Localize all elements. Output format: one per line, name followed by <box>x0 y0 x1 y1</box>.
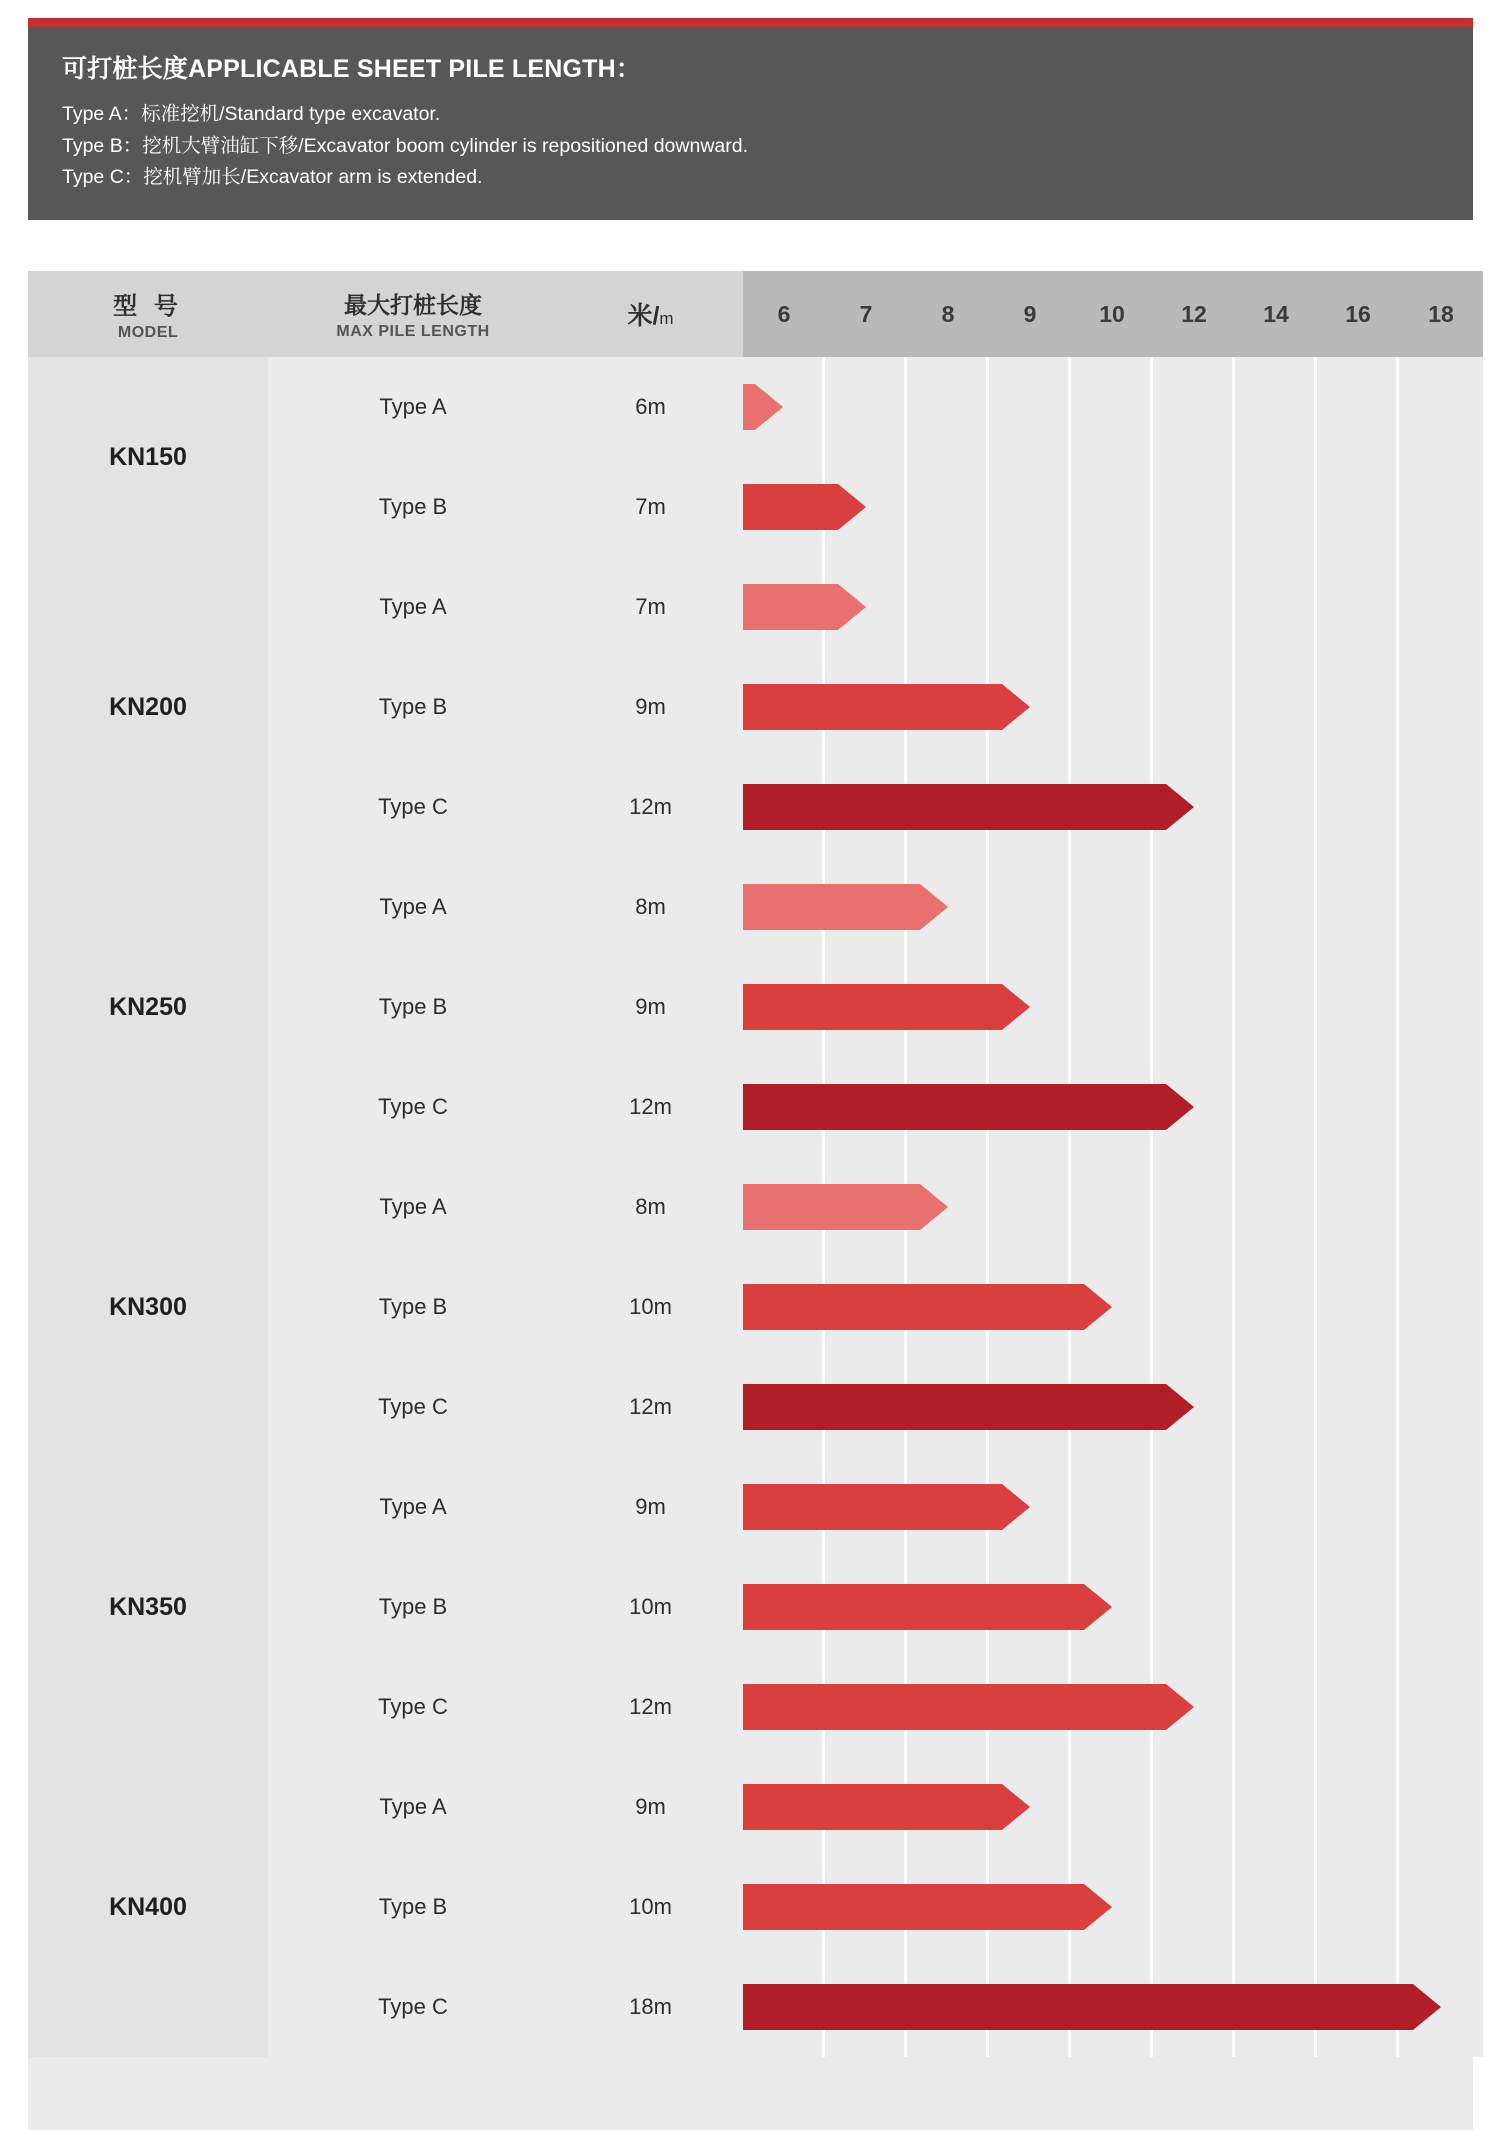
pile-length-bar <box>743 1484 1030 1530</box>
max-pile-length-cell: 18m <box>558 1957 743 2057</box>
header-note-type-b: Type B：挖机大臂油缸下移/Excavator boom cylinder is repositioned downward. <box>62 134 749 157</box>
max-pile-length-cell: 8m <box>558 857 743 957</box>
bar-cell <box>743 1057 1483 1157</box>
header-model-cn: 型 号 <box>113 293 183 320</box>
pile-length-bar <box>743 484 866 530</box>
bar-cell <box>743 1957 1483 2057</box>
header-accent-bar <box>28 18 1473 27</box>
max-pile-length-cell: 10m <box>558 1857 743 1957</box>
axis-tick-14: 14 <box>1235 271 1317 357</box>
axis-tick-7: 7 <box>825 271 907 357</box>
excavator-type-cell: Type B <box>268 1257 558 1357</box>
pile-length-table <box>28 271 1483 2057</box>
max-pile-length-cell: 9m <box>558 957 743 1057</box>
table-row <box>28 1757 1483 1857</box>
excavator-type-cell: Type A <box>268 1157 558 1257</box>
table-row <box>28 857 1483 957</box>
bar-cell <box>743 857 1483 957</box>
axis-tick-18: 18 <box>1399 271 1483 357</box>
pile-length-bar <box>743 384 783 430</box>
header-unit-en: m <box>659 309 674 328</box>
pile-length-bar <box>743 784 1194 830</box>
axis-tick-12: 12 <box>1153 271 1235 357</box>
header-max-length-cn: 最大打桩长度 <box>344 292 482 318</box>
max-pile-length-cell: 9m <box>558 1457 743 1557</box>
excavator-type-cell: Type B <box>268 457 558 557</box>
excavator-type-cell: Type B <box>268 1557 558 1657</box>
bar-cell <box>743 1857 1483 1957</box>
max-pile-length-cell: 6m <box>558 357 743 457</box>
excavator-type-cell: Type B <box>268 957 558 1057</box>
table-row <box>28 357 1483 457</box>
pile-length-bar <box>743 1284 1112 1330</box>
max-pile-length-cell: 7m <box>558 457 743 557</box>
excavator-type-cell: Type A <box>268 1757 558 1857</box>
model-cell-kn350: KN350 <box>28 1457 268 1757</box>
page-title: 可打桩长度APPLICABLE SHEET PILE LENGTH： <box>62 55 642 83</box>
header-max-length-en: MAX PILE LENGTH <box>336 323 490 340</box>
pile-length-bar <box>743 1684 1194 1730</box>
bar-cell <box>743 1257 1483 1357</box>
excavator-type-cell: Type C <box>268 1657 558 1757</box>
table-header-row <box>28 271 1483 357</box>
bar-cell <box>743 1557 1483 1657</box>
max-pile-length-cell: 12m <box>558 757 743 857</box>
excavator-type-cell: Type A <box>268 857 558 957</box>
header-note-type-c: Type C：挖机臂加长/Excavator arm is extended. <box>62 166 483 189</box>
pile-length-bar <box>743 1884 1112 1930</box>
pile-length-bar <box>743 584 866 630</box>
max-pile-length-cell: 12m <box>558 1057 743 1157</box>
bar-cell <box>743 1457 1483 1557</box>
header-max-length <box>268 271 558 357</box>
bar-cell <box>743 657 1483 757</box>
max-pile-length-cell: 7m <box>558 557 743 657</box>
grid-lines <box>743 357 1483 457</box>
header-unit-cn: 米/ <box>627 302 660 330</box>
max-pile-length-cell: 9m <box>558 657 743 757</box>
header-note-type-a: Type A：标准挖机/Standard type excavator. <box>62 103 441 125</box>
table-bottom-strip <box>28 2057 1473 2130</box>
pile-length-bar <box>743 1784 1030 1830</box>
model-cell-kn150: KN150 <box>28 357 268 557</box>
model-cell-kn300: KN300 <box>28 1157 268 1457</box>
header-unit <box>558 271 743 357</box>
max-pile-length-cell: 8m <box>558 1157 743 1257</box>
axis-tick-9: 9 <box>989 271 1071 357</box>
axis-tick-16: 16 <box>1317 271 1399 357</box>
excavator-type-cell: Type C <box>268 1957 558 2057</box>
excavator-type-cell: Type B <box>268 657 558 757</box>
bar-cell <box>743 957 1483 1057</box>
bar-cell <box>743 557 1483 657</box>
excavator-type-cell: Type A <box>268 1457 558 1557</box>
table-row <box>28 1157 1483 1257</box>
max-pile-length-cell: 9m <box>558 1757 743 1857</box>
excavator-type-cell: Type A <box>268 357 558 457</box>
header-panel <box>28 18 1473 220</box>
excavator-type-cell: Type A <box>268 557 558 657</box>
pile-length-bar <box>743 1584 1112 1630</box>
model-cell-kn200: KN200 <box>28 557 268 857</box>
bar-cell <box>743 757 1483 857</box>
model-cell-kn400: KN400 <box>28 1757 268 2057</box>
max-pile-length-cell: 10m <box>558 1557 743 1657</box>
pile-length-bar <box>743 984 1030 1030</box>
excavator-type-cell: Type C <box>268 1057 558 1157</box>
max-pile-length-cell: 10m <box>558 1257 743 1357</box>
axis-tick-6: 6 <box>743 271 825 357</box>
bar-cell <box>743 1157 1483 1257</box>
excavator-type-cell: Type C <box>268 1357 558 1457</box>
pile-length-bar <box>743 1084 1194 1130</box>
bar-cell <box>743 1657 1483 1757</box>
table-row <box>28 557 1483 657</box>
bar-cell <box>743 457 1483 557</box>
excavator-type-cell: Type B <box>268 1857 558 1957</box>
excavator-type-cell: Type C <box>268 757 558 857</box>
header-model-en: MODEL <box>117 324 179 341</box>
pile-length-bar <box>743 1384 1194 1430</box>
max-pile-length-cell: 12m <box>558 1357 743 1457</box>
axis-tick-10: 10 <box>1071 271 1153 357</box>
header-model <box>28 271 268 357</box>
pile-length-bar <box>743 684 1030 730</box>
model-cell-kn250: KN250 <box>28 857 268 1157</box>
pile-length-bar <box>743 1984 1441 2030</box>
bar-cell <box>743 1757 1483 1857</box>
table-row <box>28 1457 1483 1557</box>
bar-cell <box>743 1357 1483 1457</box>
bar-cell <box>743 357 1483 457</box>
pile-length-bar <box>743 1184 948 1230</box>
table-body <box>28 357 1483 2057</box>
pile-length-bar <box>743 884 948 930</box>
axis-tick-8: 8 <box>907 271 989 357</box>
max-pile-length-cell: 12m <box>558 1657 743 1757</box>
